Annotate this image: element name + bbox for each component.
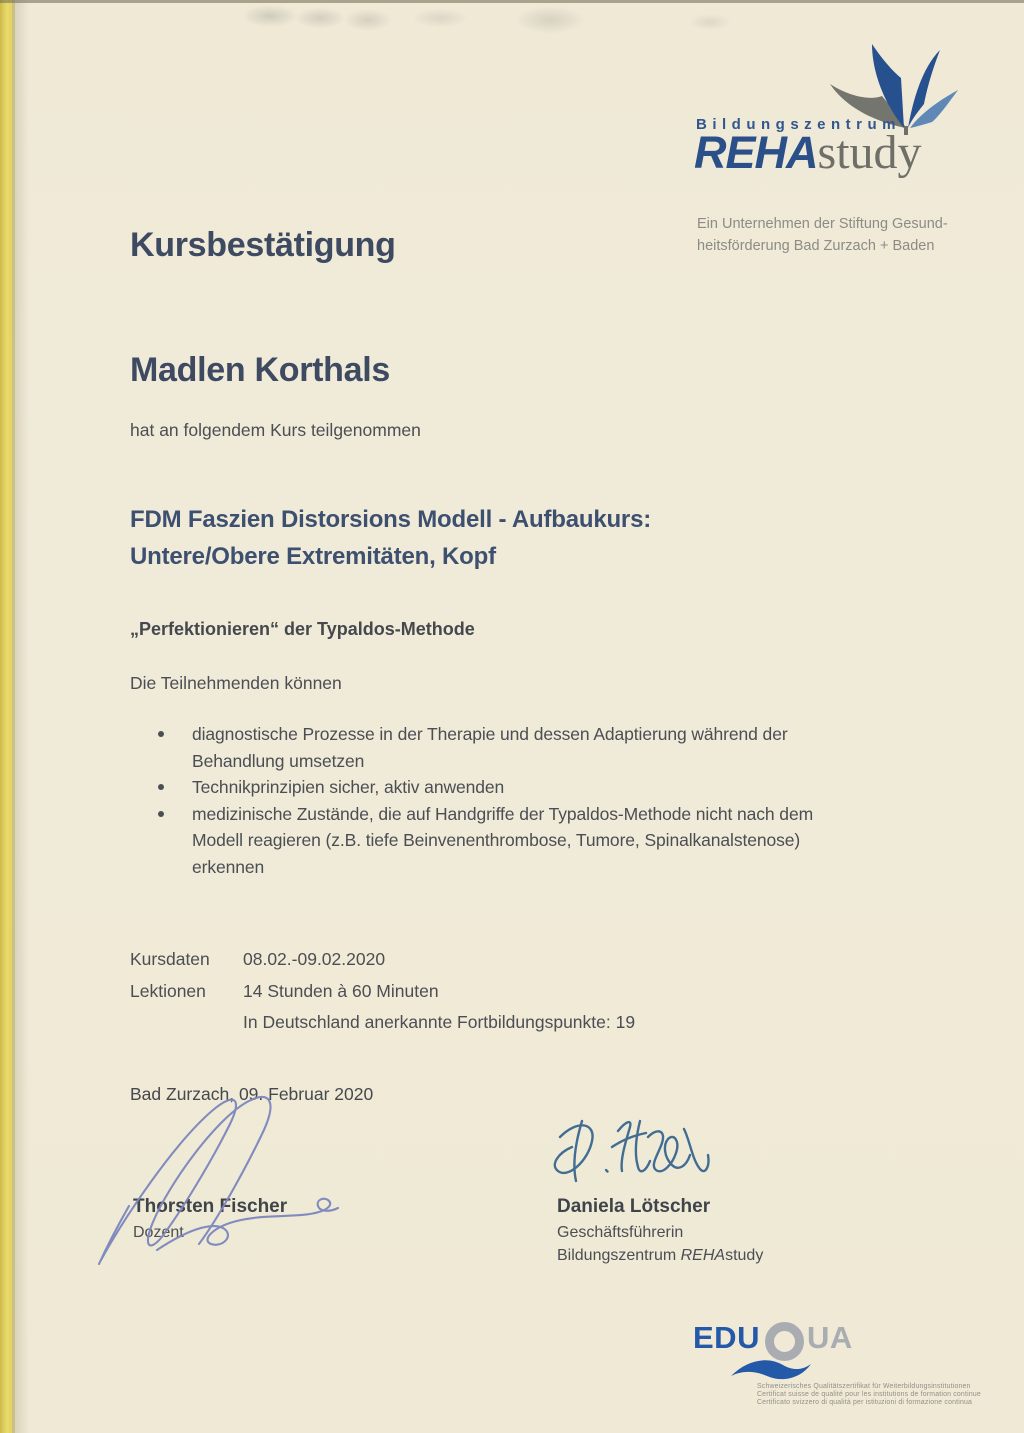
signer-name-right: Daniela Lötscher [557, 1196, 711, 1217]
cert-line-it: Certificato svizzero di qualità per istituzioni di formazione continua [757, 1399, 973, 1406]
eduqua-certificate-text [757, 1383, 981, 1407]
org-prefix: Bildungszentrum [557, 1247, 681, 1264]
course-title [130, 501, 651, 575]
signer-role-right: Geschäftsführerin [557, 1224, 684, 1241]
scan-smudges [190, 2, 790, 44]
scan-edge-shadow [15, 0, 29, 1433]
course-title-line1: FDM Faszien Distorsions Modell - Aufbaukurs: [130, 506, 652, 533]
list-item [158, 721, 864, 774]
detail-label [130, 1007, 243, 1039]
logo-tagline [697, 214, 948, 257]
detail-label: Kursdaten [130, 949, 210, 969]
eduqua-logo [693, 1316, 853, 1359]
bullet-dot [158, 731, 164, 737]
logo-bildungszentrum-text: Bildungszentrum [696, 116, 901, 133]
list-item-text: diagnostische Prozesse in der Therapie und dessen Adaptierung während der Behandlung umsetzen [192, 724, 788, 771]
table-row [130, 944, 635, 976]
logo-study-light: study [817, 126, 922, 179]
scan-edge-dark-line [12, 0, 15, 1433]
detail-value: 08.02.-09.02.2020 [243, 949, 386, 969]
participant-name: Madlen Korthals [130, 351, 390, 389]
signer-name-left: Thorsten Fischer [133, 1196, 288, 1217]
eduqua-wave-icon [729, 1356, 813, 1384]
place-and-date: Bad Zurzach, 09. Februar 2020 [130, 1084, 374, 1104]
signature-daniela-loetscher [548, 1115, 718, 1195]
list-item-text: Technikprinzipien sicher, aktiv anwenden [192, 777, 505, 797]
table-row [130, 1007, 635, 1039]
course-subtitle: „Perfektionieren“ der Typaldos-Methode [130, 619, 475, 639]
bullet-dot [158, 784, 164, 790]
table-row [130, 976, 635, 1008]
scan-edge-yellow-strip [0, 0, 12, 1433]
bullet-dot [158, 811, 164, 817]
detail-value: In Deutschland anerkannte Fortbildungspunkte: 19 [243, 1012, 636, 1032]
eduqua-edu-text: EDU [693, 1319, 760, 1355]
logo-tagline-line2: heitsförderung Bad Zurzach + Baden [697, 237, 935, 254]
detail-label: Lektionen [130, 980, 206, 1001]
detail-value: 14 Stunden à 60 Minuten [243, 980, 439, 1001]
list-item-text: medizinische Zustände, die auf Handgriffe der Typaldos-Methode nicht nach dem Modell reagieren (z.B. tiefe Beinvenenthrombose, Tumore, Spinalkanalstenose) erkennen [192, 803, 814, 877]
org-reha-italic: REHA [680, 1247, 726, 1264]
logo-rehastudy-wordmark [694, 126, 922, 179]
logo-tagline-line1: Ein Unternehmen der Stiftung Gesund- [697, 216, 948, 232]
signer-org-right [557, 1247, 763, 1265]
signature-thorsten-fischer [95, 1092, 345, 1267]
learning-goals-list [158, 721, 864, 880]
course-title-line2: Untere/Obere Extremitäten, Kopf [130, 543, 496, 570]
page-title: Kursbestätigung [130, 226, 396, 264]
list-item [158, 801, 864, 881]
org-suffix: study [725, 1247, 764, 1264]
signer-role-left: Dozent [133, 1224, 184, 1241]
intro-text: hat an folgendem Kurs teilgenommen [130, 420, 421, 440]
list-item [158, 774, 864, 801]
logo-reha-bold: REHA [694, 127, 818, 178]
cert-line-de: Schweizerisches Qualitätszertifikat für Weiterbildungsinstitutionen [757, 1383, 971, 1390]
eduqua-ua-text: UA [806, 1319, 853, 1355]
bullets-lead-text: Die Teilnehmenden können [130, 673, 342, 693]
scan-top-edge-line [0, 0, 1024, 3]
cert-line-fr: Certificat suisse de qualité pour les institutions de formation continue [757, 1391, 981, 1398]
course-details-table [130, 944, 635, 1039]
